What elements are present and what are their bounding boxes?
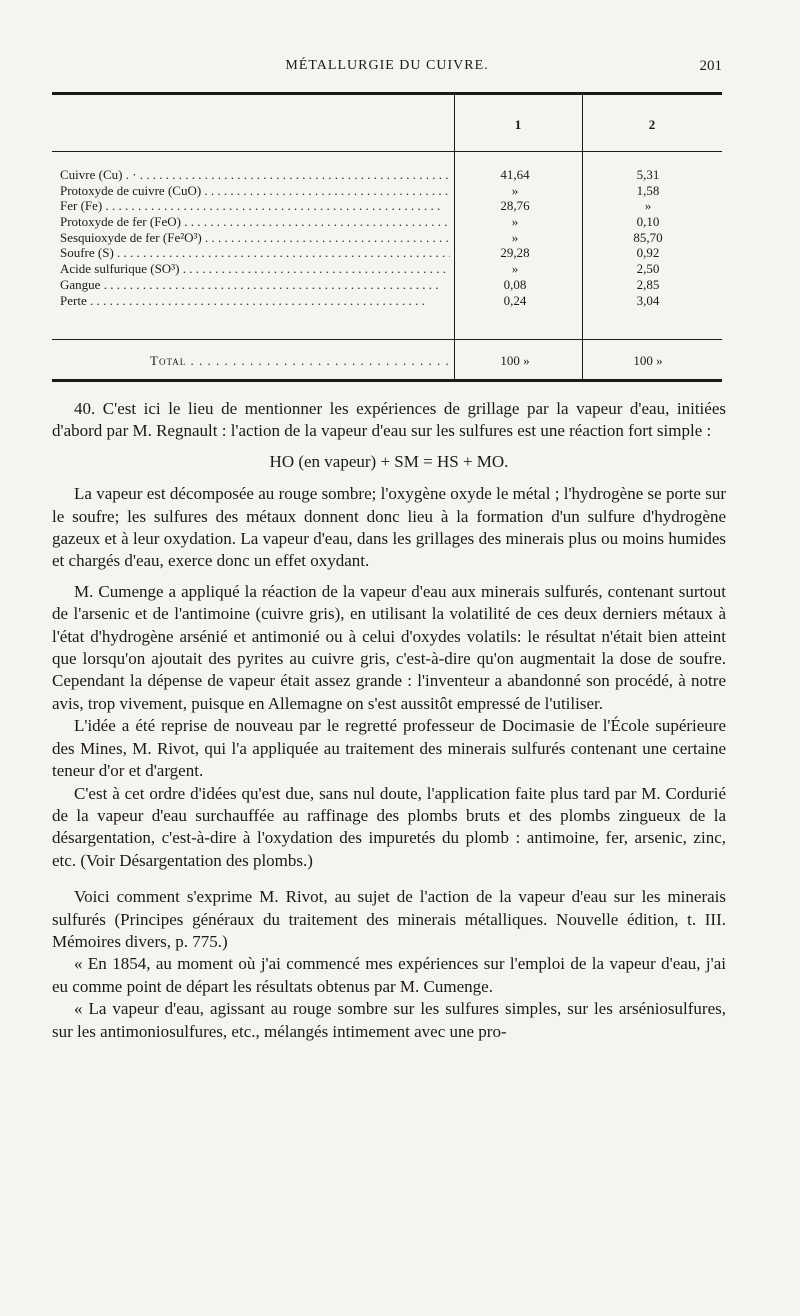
row-label: Cuivre (Cu) . · . . . (60, 167, 450, 183)
row-label: Protoxyde de cuivre (CuO) . . . (60, 183, 450, 199)
page-number: 201 (699, 58, 722, 74)
table-body (60, 167, 720, 308)
body-text (52, 398, 726, 1043)
row-value-2: 0,10 (636, 214, 660, 230)
row-value-2: 1,58 (636, 182, 660, 198)
table-row (60, 214, 720, 230)
chemical-equation: HO (en vapeur) + SM = HS + MO. (269, 451, 509, 471)
total-row (60, 353, 720, 369)
row-value-2: 0,92 (636, 245, 660, 261)
row-label: Fer (Fe) . . . (60, 198, 450, 214)
row-value-1: » (511, 229, 519, 245)
row-label: Protoxyde de fer (FeO) . . . (60, 214, 450, 230)
table-row (60, 245, 720, 261)
row-value-1: » (511, 182, 519, 198)
composition-table (52, 92, 722, 382)
row-value-1: 0,08 (503, 276, 527, 292)
total-label: Total . . . (150, 353, 450, 369)
table-row (60, 183, 720, 199)
row-value-1: 0,24 (503, 292, 527, 308)
total-value-1: 100 » (500, 353, 530, 368)
row-value-1: » (511, 261, 519, 277)
row-value-2: 85,70 (633, 229, 663, 245)
row-value-1: 29,28 (500, 245, 530, 261)
column-header-2: 2 (648, 117, 656, 132)
running-title: MÉTALLURGIE DU CUIVRE. (285, 58, 489, 73)
paragraph: Voici comment s'exprime M. Rivot, au sujet de l'action de la vapeur d'eau sur les minerais sulfurés (Principes généraux du traitement des minerais métalliques. Nouvelle édition, t. III. Mémoires divers, p. 775.) (52, 887, 726, 951)
table-row (60, 261, 720, 277)
row-value-1: 28,76 (500, 198, 530, 214)
quote-paragraph: « En 1854, au moment où j'ai commencé mes expériences sur l'emploi de la vapeur d'eau, j'ai eu comme point de départ les résultats obtenus par M. Cumenge. (52, 954, 726, 996)
paragraph-40: 40. C'est ici le lieu de mentionner les expériences de grillage par la vapeur d'eau, initiées d'abord par M. Regnault : l'action de la vapeur d'eau sur les sulfures est une réaction fort simple : (52, 399, 726, 441)
paragraph: L'idée a été reprise de nouveau par le regretté professeur de Docimasie de l'École supérieure des Mines, M. Rivot, qui l'a appliquée au traitement des minerais sulfurés contenant une certaine teneur d'or et d'argent. (52, 716, 726, 781)
row-label: Gangue . . . (60, 277, 450, 293)
table-row (60, 293, 720, 309)
column-header-1: 1 (514, 117, 522, 132)
table-row (60, 198, 720, 214)
total-rule (52, 339, 722, 340)
row-label: Acide sulfurique (SO³) . . . (60, 261, 450, 277)
row-value-2: 2,85 (636, 276, 660, 292)
paragraph: M. Cumenge a appliqué la réaction de la vapeur d'eau aux minerais sulfurés, contenant surtout de l'arsenic et de l'antimoine (cuivre gris), en utilisant la volatilité de ces deux derniers métaux à l'état d'hydrogène arsénié et antimonié ou à celui d'oxydes volatils: le résultat n'était bien atteint que lorsqu'on ajoutait des pyrites au cuivre gris, c'est-à-dire qu'on augmentait la dose de soufre. Cependant la dépense de vapeur était assez grande : l'inventeur a abandonné son procédé, à notre avis, trop vivement, puisque en Allemagne on s'est aussitôt empressé de l'utiliser. (52, 581, 726, 713)
row-value-1: » (511, 214, 519, 230)
quote-paragraph: « La vapeur d'eau, agissant au rouge sombre sur les sulfures simples, sur les arséniosulfures, sur les antimoniosulfures, etc., mélangés intimement avec une pro- (52, 999, 726, 1041)
paragraph: C'est à cet ordre d'idées qu'est due, sans nul doute, l'application faite plus tard par M. Cordurié de la vapeur d'eau surchauffée au raffinage des plombs bruts et des plombs zingueux de la désargentation, c'est-à-dire à l'oxydation des impuretés du plomb : antimoine, fer, arsenic, zinc, etc. (Voir Désargentation des plombs.) (52, 783, 726, 870)
page-header (52, 58, 722, 80)
row-value-2: 2,50 (636, 261, 660, 277)
header-rule (52, 151, 722, 152)
total-value-2: 100 » (633, 353, 663, 368)
row-value-2: 3,04 (636, 292, 660, 308)
table-row (60, 277, 720, 293)
row-value-1: 41,64 (500, 167, 530, 182)
row-value-2: » (644, 198, 652, 214)
row-value-2: 5,31 (636, 167, 660, 182)
table-row (60, 167, 720, 183)
table-row (60, 230, 720, 246)
row-label: Sesquioxyde de fer (Fe²O³) . . . (60, 230, 450, 246)
row-label: Perte . . . (60, 293, 450, 309)
row-label: Soufre (S) . . . (60, 245, 450, 261)
paragraph: La vapeur est décomposée au rouge sombre; l'oxygène oxyde le métal ; l'hydrogène se porte sur le soufre; les sulfures des métaux donnent donc lieu à la formation d'un sulfure d'hydrogène gazeux et à leur oxydation. La vapeur d'eau, dans les grillages des minerais plus ou moins humides et chargés d'eau, exerce donc un effet oxydant. (52, 484, 726, 571)
